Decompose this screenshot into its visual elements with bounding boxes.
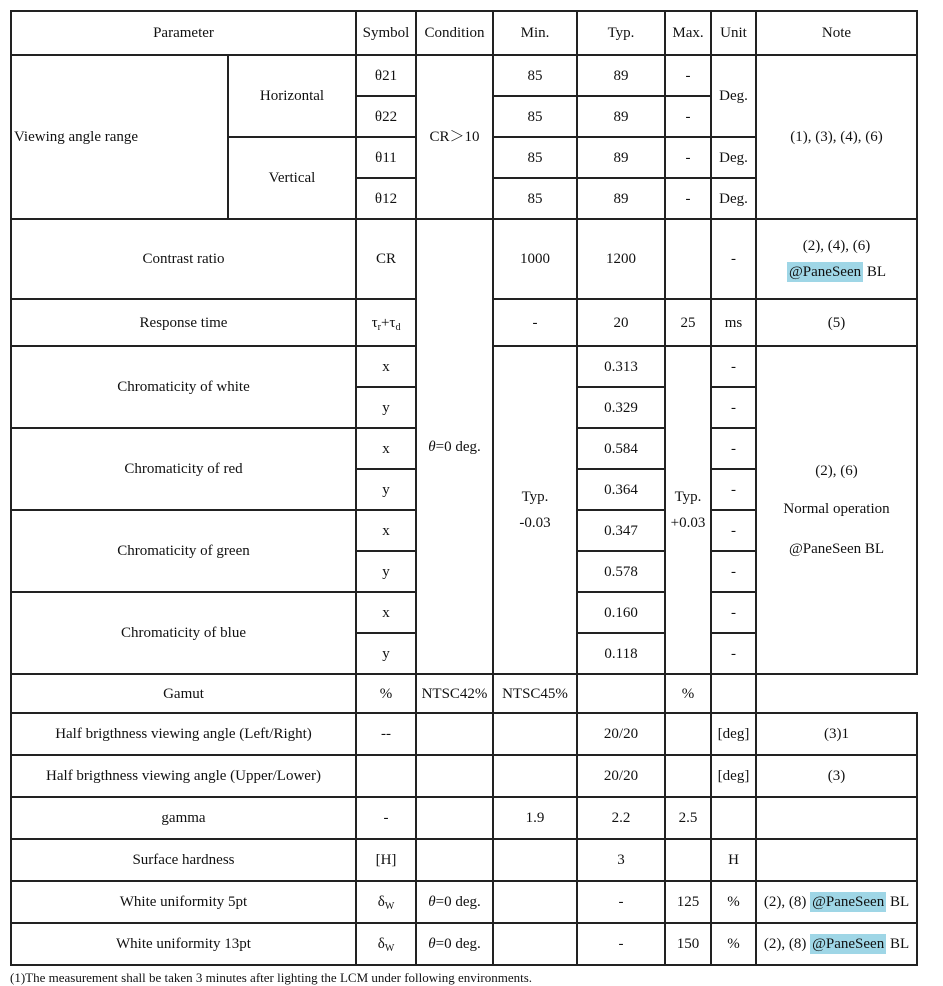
max-line: +0.03 (670, 515, 706, 531)
theta-symbol: θ (428, 894, 436, 910)
unit-cell: - (711, 219, 756, 299)
note-text: BL (863, 264, 887, 280)
wu13-label: White uniformity 13pt (11, 923, 356, 965)
theta-symbol: θ (428, 438, 436, 455)
symbol-cell: y (356, 469, 416, 510)
chroma-red-label: Chromaticity of red (11, 428, 356, 510)
highlighted-text: @PaneSeen (788, 264, 862, 280)
note-line: (2), (6) (815, 463, 858, 479)
unit-cell: - (711, 551, 756, 592)
chroma-green-label: Chromaticity of green (11, 510, 356, 592)
unit-cell: % (711, 923, 756, 965)
symbol-cell: x (356, 346, 416, 387)
subscript: W (384, 943, 395, 954)
highlighted-text: @PaneSeen (812, 894, 885, 910)
symbol-cell: x (356, 428, 416, 469)
highlighted-text: @PaneSeen (812, 936, 885, 952)
symbol-cell (356, 299, 416, 346)
typ-cell: 20/20 (577, 713, 665, 755)
gamut-label: Gamut (11, 674, 356, 713)
typ-cell: 0.329 (577, 387, 665, 428)
table-row (11, 713, 917, 755)
symbol-cell: θ21 (356, 55, 416, 96)
half-ul-label: Half brigthness viewing angle (Upper/Lower) (11, 755, 356, 797)
footnote: (1)The measurement shall be taken 3 minutes after lighting the LCM under following environments. (10, 970, 533, 985)
subscript: W (384, 901, 395, 912)
delta-symbol: δ (377, 936, 385, 952)
unit-cell: [deg] (711, 713, 756, 755)
typ-cell: - (577, 881, 665, 923)
condition-cell (416, 881, 493, 923)
subscript: d (395, 321, 401, 333)
wu5-label: White uniformity 5pt (11, 881, 356, 923)
table-row (11, 839, 917, 881)
gamma-label: gamma (11, 797, 356, 839)
min-cell: 85 (493, 96, 577, 137)
tau-symbol: τ (389, 314, 396, 331)
typ-cell: 0.118 (577, 633, 665, 674)
note-cell (711, 674, 756, 713)
symbol-cell: -- (356, 713, 416, 755)
min-cell (493, 839, 577, 881)
min-cell: 1.9 (493, 797, 577, 839)
header-unit: Unit (711, 11, 756, 55)
max-cell: - (665, 96, 711, 137)
min-cell (493, 755, 577, 797)
header-condition: Condition (416, 11, 493, 55)
max-cell: - (665, 55, 711, 96)
header-parameter: Parameter (11, 11, 356, 55)
symbol-cell: y (356, 551, 416, 592)
typ-cell: 0.313 (577, 346, 665, 387)
table-row (11, 923, 917, 965)
unit-cell: % (665, 674, 711, 713)
unit-cell: [deg] (711, 755, 756, 797)
condition-cell (416, 797, 493, 839)
unit-cell: H (711, 839, 756, 881)
min-cell: 85 (493, 55, 577, 96)
delta-symbol: δ (377, 894, 385, 910)
max-cell: - (665, 137, 711, 178)
max-cell (665, 219, 711, 299)
header-max: Max. (665, 11, 711, 55)
typ-cell: 0.160 (577, 592, 665, 633)
min-line: Typ. (521, 489, 549, 505)
note-line: Normal operation (783, 501, 890, 517)
min-cell: 1000 (493, 219, 577, 299)
header-row (11, 11, 917, 55)
symbol-cell: y (356, 387, 416, 428)
symbol-cell (356, 881, 416, 923)
table-row (11, 755, 917, 797)
header-note: Note (756, 11, 917, 55)
response-label: Response time (11, 299, 356, 346)
note-cell (756, 797, 917, 839)
note-text: BL (886, 936, 910, 952)
chroma-condition (416, 219, 493, 674)
condition-cell (416, 839, 493, 881)
symbol-cell: % (356, 674, 416, 713)
typ-cell: 3 (577, 839, 665, 881)
max-cell: 150 (665, 923, 711, 965)
symbol-cell: x (356, 592, 416, 633)
half-lr-label: Half brigthness viewing angle (Left/Right) (11, 713, 356, 755)
max-cell: 25 (665, 299, 711, 346)
chroma-min (493, 346, 577, 674)
plus-sign: + (380, 314, 390, 331)
min-cell: - (493, 299, 577, 346)
min-cell: 85 (493, 178, 577, 219)
typ-cell: 2.2 (577, 797, 665, 839)
note-text: BL (886, 894, 910, 910)
max-cell: 125 (665, 881, 711, 923)
unit-cell: - (711, 346, 756, 387)
subscript: r (377, 321, 381, 333)
typ-cell: 20 (577, 299, 665, 346)
condition-text: =0 deg. (435, 894, 481, 910)
note-cell: (3)1 (756, 713, 917, 755)
max-cell (665, 755, 711, 797)
min-cell (493, 881, 577, 923)
typ-cell: - (577, 923, 665, 965)
typ-cell: 0.347 (577, 510, 665, 551)
note-cell: (3) (756, 755, 917, 797)
note-cell (756, 923, 917, 965)
typ-cell: 0.584 (577, 428, 665, 469)
symbol-cell: [H] (356, 839, 416, 881)
max-cell (665, 713, 711, 755)
theta-symbol: θ (428, 936, 436, 952)
typ-cell: 1200 (577, 219, 665, 299)
chroma-max (665, 346, 711, 674)
unit-cell: - (711, 510, 756, 551)
table-row (11, 797, 917, 839)
max-cell (665, 839, 711, 881)
min-line: -0.03 (519, 515, 551, 531)
symbol-cell: CR (356, 219, 416, 299)
header-min: Min. (493, 11, 577, 55)
typ-cell: 89 (577, 178, 665, 219)
min-cell (493, 923, 577, 965)
unit-cell: Deg. (711, 178, 756, 219)
note-text: (2), (8) (763, 894, 811, 910)
hardness-label: Surface hardness (11, 839, 356, 881)
viewing-condition: CR＞10 (416, 55, 493, 219)
vertical-label: Vertical (228, 137, 356, 219)
symbol-cell (356, 923, 416, 965)
table-row (11, 219, 917, 299)
note-line (759, 259, 914, 285)
note-text: (2), (8) (763, 936, 811, 952)
max-cell (577, 674, 665, 713)
unit-cell: - (711, 387, 756, 428)
note-cell (756, 839, 917, 881)
note-line: (2), (4), (6) (802, 238, 871, 254)
unit-cell: % (711, 881, 756, 923)
unit-cell: Deg. (711, 55, 756, 137)
viewing-note: (1), (3), (4), (6) (756, 55, 917, 219)
optical-spec-table (10, 10, 918, 966)
min-cell: 85 (493, 137, 577, 178)
symbol-cell: θ22 (356, 96, 416, 137)
typ-cell: 0.578 (577, 551, 665, 592)
note-line: @PaneSeen BL (788, 541, 885, 557)
table-row (11, 881, 917, 923)
max-line: Typ. (674, 489, 702, 505)
typ-cell: 0.364 (577, 469, 665, 510)
symbol-cell: y (356, 633, 416, 674)
chroma-white-label: Chromaticity of white (11, 346, 356, 428)
typ-cell: NTSC45% (493, 674, 577, 713)
note-cell: (5) (756, 299, 917, 346)
unit-cell: Deg. (711, 137, 756, 178)
unit-cell (711, 797, 756, 839)
symbol-cell: x (356, 510, 416, 551)
viewing-angle-label: Viewing angle range (11, 55, 228, 219)
tau-symbol: τ (371, 314, 378, 331)
contrast-note (756, 219, 917, 299)
unit-cell: - (711, 469, 756, 510)
condition-cell (416, 713, 493, 755)
unit-cell: ms (711, 299, 756, 346)
symbol-cell: θ12 (356, 178, 416, 219)
condition-text: =0 deg. (435, 936, 481, 952)
symbol-cell: θ11 (356, 137, 416, 178)
min-cell: NTSC42% (416, 674, 493, 713)
typ-cell: 20/20 (577, 755, 665, 797)
condition-text: =0 deg. (435, 438, 481, 455)
note-cell (756, 881, 917, 923)
table-row (11, 674, 917, 713)
chroma-note (756, 346, 917, 674)
condition-cell (416, 755, 493, 797)
table-row (11, 55, 917, 96)
header-symbol: Symbol (356, 11, 416, 55)
unit-cell: - (711, 633, 756, 674)
unit-cell: - (711, 428, 756, 469)
max-cell: 2.5 (665, 797, 711, 839)
contrast-label: Contrast ratio (11, 219, 356, 299)
min-cell (493, 713, 577, 755)
typ-cell: 89 (577, 96, 665, 137)
max-cell: - (665, 178, 711, 219)
chroma-blue-label: Chromaticity of blue (11, 592, 356, 674)
typ-cell: 89 (577, 55, 665, 96)
condition-cell (416, 923, 493, 965)
horizontal-label: Horizontal (228, 55, 356, 137)
typ-cell: 89 (577, 137, 665, 178)
symbol-cell (356, 755, 416, 797)
unit-cell: - (711, 592, 756, 633)
header-typ: Typ. (577, 11, 665, 55)
symbol-cell: - (356, 797, 416, 839)
